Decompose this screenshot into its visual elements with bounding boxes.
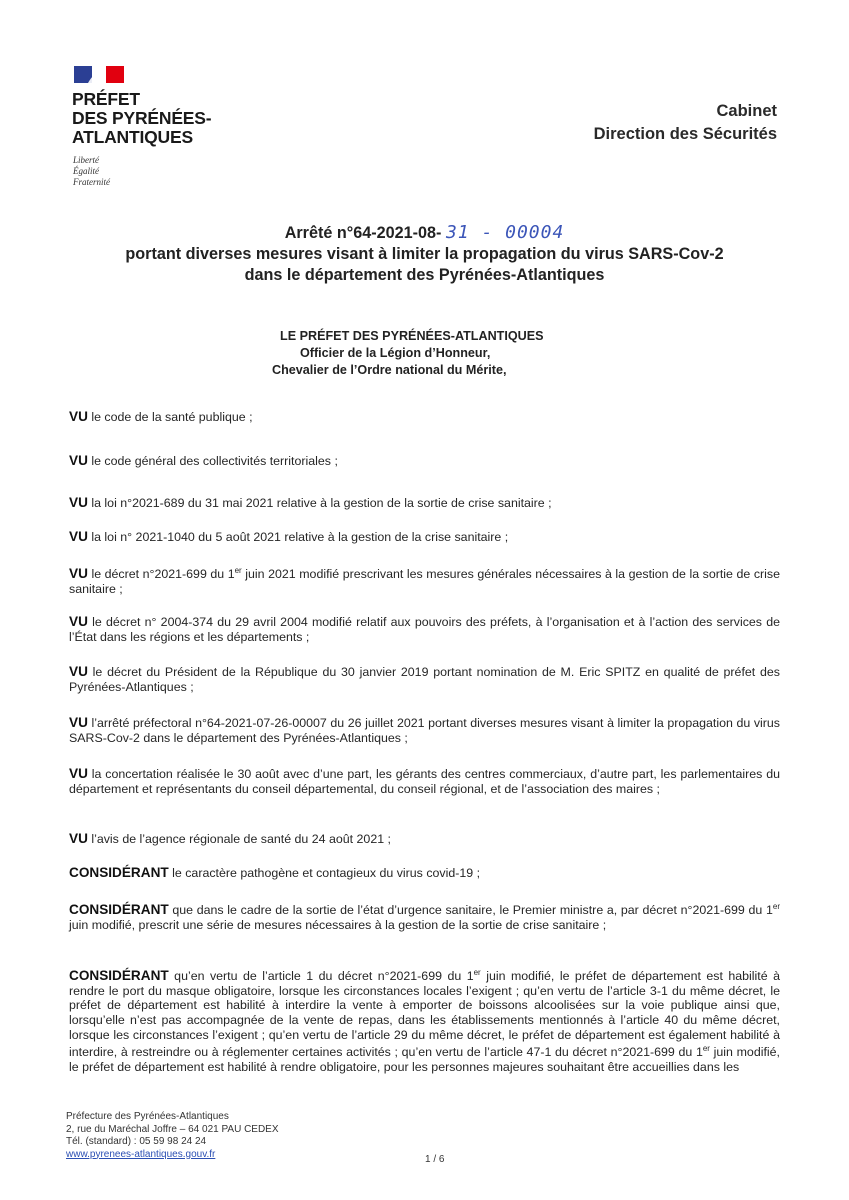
paragraph-text: la loi n°2021-689 du 31 mai 2021 relative à la gestion de la sortie de crise sanitaire ;	[87, 496, 552, 510]
paragraph-lead: VU	[69, 614, 88, 629]
paragraph-text: le décret du Président de la République du 30 janvier 2019 portant nomination de M. Eric SPITZ en qualité de préfet des Pyrénées-Atlantiques ;	[69, 665, 780, 694]
body-paragraph	[69, 410, 780, 425]
body-paragraph	[69, 716, 780, 745]
paragraph-text: que dans le cadre de la sortie de l’état d’urgence sanitaire, le Premier ministre a, par décret n°2021-699 du 1er juin modifié, prescrit une série de mesures nécessaires à la gestion de la sortie de crise sanitaire ;	[69, 902, 780, 932]
paragraph-lead: VU	[69, 409, 88, 424]
body-paragraph	[69, 767, 780, 796]
paragraph-text: le code général des collectivités territoriales ;	[87, 454, 338, 468]
paragraph-text: l’arrêté préfectoral n°64-2021-07-26-00007 du 26 juillet 2021 portant diverses mesures visant à limiter la propagation du virus SARS-Cov-2 dans le département des Pyrénées-Atlantiques ;	[69, 716, 780, 745]
marianne-flag-icon	[74, 66, 124, 83]
body-paragraph	[69, 966, 780, 1074]
decree-title	[0, 222, 849, 286]
decree-number-prefix: Arrêté n°64-2021-08-	[284, 224, 442, 242]
paragraph-text: la loi n° 2021-1040 du 5 août 2021 relative à la gestion de la crise sanitaire ;	[87, 530, 509, 544]
body-paragraph	[69, 564, 780, 596]
decree-number	[0, 222, 849, 244]
issuer-block	[272, 328, 544, 379]
paragraph-lead: CONSIDÉRANT	[69, 902, 169, 918]
paragraph-lead: VU	[69, 453, 88, 468]
paragraph-lead: VU	[69, 766, 88, 781]
service-cabinet: Cabinet	[716, 102, 777, 120]
paragraph-lead: VU	[69, 664, 88, 679]
issuer-title: LE PRÉFET DES PYRÉNÉES-ATLANTIQUES	[280, 329, 544, 343]
paragraph-lead: VU	[69, 715, 88, 730]
paragraph-text: le caractère pathogène et contagieux du virus covid-19 ;	[168, 866, 481, 880]
decree-subject-line: portant diverses mesures visant à limiter la propagation du virus SARS-Cov-2	[125, 245, 724, 263]
paragraph-lead: VU	[69, 566, 88, 582]
issuer-distinction: Chevalier de l’Ordre national du Mérite,	[272, 363, 507, 377]
issuing-service	[594, 100, 777, 146]
paragraph-lead: VU	[69, 831, 88, 846]
prefecture-logo-name	[72, 90, 211, 147]
body-paragraph	[69, 832, 780, 847]
decree-subject-line: dans le département des Pyrénées-Atlantiques	[244, 266, 605, 284]
body-paragraph	[69, 866, 780, 881]
issuer-distinction: Officier de la Légion d’Honneur,	[300, 346, 491, 360]
handwritten-decree-number: 31 - 00004	[445, 222, 565, 243]
page-number: 1 / 6	[425, 1154, 445, 1165]
page-footer	[66, 1111, 279, 1161]
motto-fraternite: Fraternité	[73, 177, 110, 187]
paragraph-text: le code de la santé publique ;	[87, 410, 253, 424]
body-paragraph	[69, 900, 780, 932]
motto-egalite: Égalité	[73, 166, 99, 176]
footer-website-link[interactable]: www.pyrenees-atlantiques.gouv.fr	[66, 1148, 216, 1160]
logo-line: DES PYRÉNÉES-	[72, 108, 212, 128]
body-paragraph	[69, 530, 780, 545]
paragraph-lead: CONSIDÉRANT	[69, 865, 169, 880]
paragraph-text: l’avis de l’agence régionale de santé du 24 août 2021 ;	[87, 832, 391, 846]
logo-line: ATLANTIQUES	[72, 127, 193, 147]
paragraph-lead: CONSIDÉRANT	[69, 968, 169, 984]
paragraph-text: le décret n°2021-699 du 1er juin 2021 modifié prescrivant les mesures générales nécessaires à la gestion de la sortie de crise sanitaire ;	[69, 566, 780, 596]
paragraph-text: le décret n° 2004-374 du 29 avril 2004 modifié relatif aux pouvoirs des préfets, à l’organisation et à l’action des services de l’État dans les régions et les départements ;	[69, 615, 780, 644]
service-direction: Direction des Sécurités	[593, 125, 777, 143]
paragraph-text: la concertation réalisée le 30 août avec d’une part, les gérants des centres commerciaux, d’autre part, les parlementaires du département et représentants du conseil départemental, du conseil régional, et de l’association des maires ;	[69, 767, 780, 796]
motto-liberte: Liberté	[73, 155, 99, 165]
body-paragraph	[69, 496, 780, 511]
footer-organization: Préfecture des Pyrénées-Atlantiques	[66, 1111, 229, 1122]
footer-address: 2, rue du Maréchal Joffre – 64 021 PAU CEDEX	[66, 1123, 279, 1135]
body-paragraph	[69, 454, 780, 469]
republic-motto	[73, 155, 110, 188]
paragraph-text: qu’en vertu de l’article 1 du décret n°2021-699 du 1er juin modifié, le préfet de département est habilité à rendre le port du masque obligatoire, lorsque les circonstances locales l’exigent ; qu’en vertu de l’article 3-1 du même décret, le préfet de département est habilité à interdire la vente à emporter de boissons alcoolisées sur la voie publique ainsi que, lorsqu’elle n’est pas accompagnée de la vente de repas, dans les établissements mentionnés à l’article 40 du même décret, lorsque les circonstances l’exigent ; qu’en vertu de l’article 29 du même décret, le préfet de département est également habilité à interdire, à restreindre ou à réglementer certaines activités ; qu’en vertu de l’article 47-1 du décret n°2021-699 du 1er juin modifié, le préfet de département est habilité à rendre obligatoire, pour les personnes majeures souhaitant être accueillies dans les	[69, 968, 781, 1074]
footer-phone: Tél. (standard) : 05 59 98 24 24	[66, 1136, 207, 1147]
body-paragraph	[69, 615, 780, 644]
body-paragraph	[69, 665, 780, 694]
paragraph-lead: VU	[69, 529, 88, 544]
logo-line: PRÉFET	[72, 89, 140, 109]
paragraph-lead: VU	[69, 495, 88, 510]
